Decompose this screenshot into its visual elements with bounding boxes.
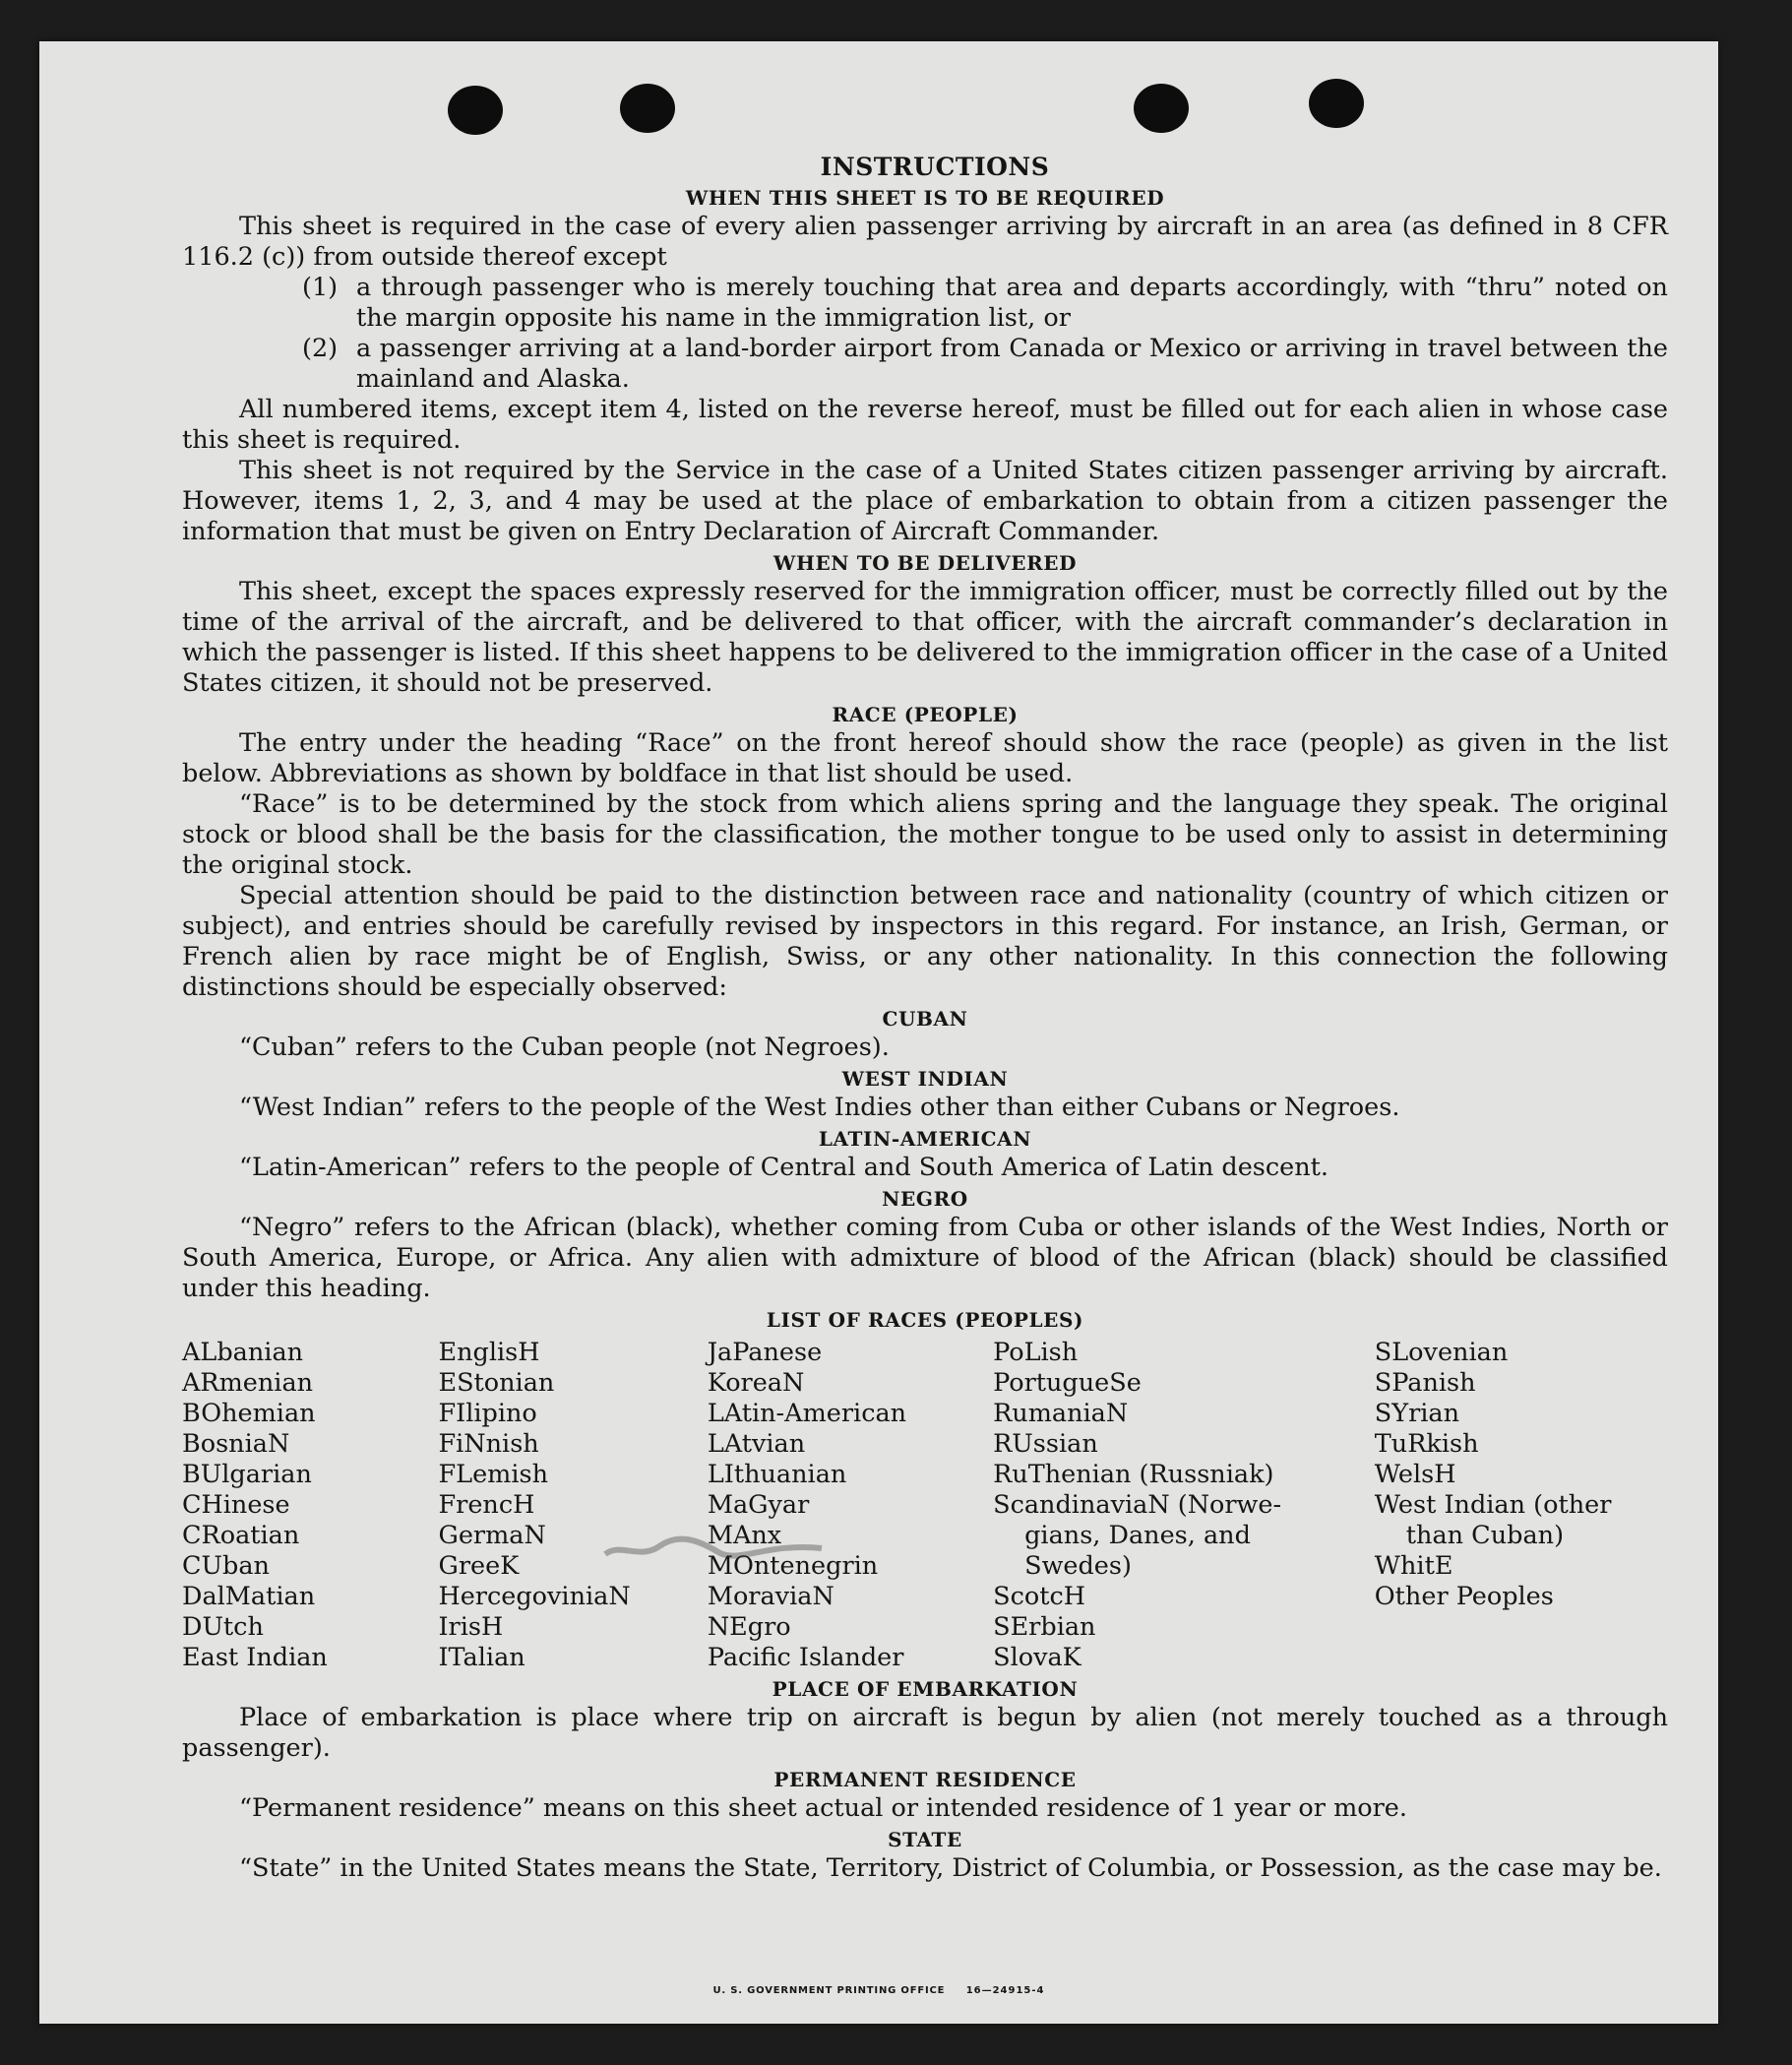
race-entry: FIlipino [438, 1399, 537, 1428]
race-entry: LAtin-American [707, 1399, 907, 1428]
race-entry: than Cuban) [1405, 1521, 1565, 1550]
race-entry: MOntenegrin [707, 1551, 879, 1581]
exception-text: a passenger arriving at a land-border airport from Canada or Mexico or arriving in travel between the mainland and Alaska. [356, 334, 1668, 394]
race-entry: PoLish [993, 1338, 1079, 1367]
heading-negro: NEGRO [882, 1187, 968, 1211]
race-entry: LIthuanian [707, 1460, 847, 1489]
ink-smudge [600, 1533, 827, 1562]
exception-item [302, 273, 1668, 334]
races-column [993, 1338, 1375, 1673]
exception-number: (2) [302, 334, 339, 363]
negro-text: “Negro” refers to the African (black), whether coming from Cuba or other islands of the West Indies, North or South America, Europe, or Africa. Any alien with admixture of blood of the African (black) should be classified under this heading. [182, 1213, 1668, 1303]
race-entry: Pacific Islander [707, 1643, 904, 1672]
heading-cuban: CUBAN [882, 1007, 968, 1031]
west-indian-text: “West Indian” refers to the people of the West Indies other than either Cubans or Negroes. [239, 1093, 1400, 1122]
page-title: INSTRUCTIONS [820, 153, 1050, 181]
race-entry: IrisH [438, 1612, 504, 1642]
heading-delivered: WHEN TO BE DELIVERED [772, 551, 1078, 575]
race-entry: gians, Danes, and [1024, 1521, 1251, 1550]
delivered-text: This sheet, except the spaces expressly reserved for the immigration officer, must be correctly filled out by the time of the arrival of the aircraft, and be delivered to that officer, with the aircraft commander’s declaration in which the passenger is listed. If this sheet happens to be delivered to the immigration officer in the case of a United States citizen, it should not be preserved. [182, 577, 1668, 698]
punch-hole [1309, 79, 1364, 128]
punch-hole [620, 84, 675, 133]
heading-required: WHEN THIS SHEET IS TO BE REQUIRED [685, 186, 1165, 210]
race-entry: ITalian [438, 1643, 525, 1672]
race-entry: Other Peoples [1374, 1582, 1554, 1611]
form-code: 16—24915-4 [965, 1985, 1045, 1996]
race-entry: CUban [182, 1551, 270, 1581]
heading-latin-american: LATIN-AMERICAN [818, 1127, 1032, 1151]
race-entry: SlovaK [993, 1643, 1081, 1672]
race-entry: FiNnish [438, 1429, 539, 1459]
heading-races-list: LIST OF RACES (PEOPLES) [766, 1308, 1084, 1332]
required-intro: This sheet is required in the case of every alien passenger arriving by aircraft in an area (as defined in 8 CFR 116.2 (c)) from outside thereof except [182, 212, 1668, 272]
race-entry: JaPanese [707, 1338, 823, 1367]
embarkation-text: Place of embarkation is place where trip on aircraft is begun by alien (not merely touched as a through passenger). [182, 1703, 1668, 1763]
race-entry: TuRkish [1374, 1429, 1479, 1459]
race-entry: BOhemian [182, 1399, 316, 1428]
race-entry: LAtvian [707, 1429, 806, 1459]
race-entry: MaGyar [707, 1490, 810, 1520]
race-entry: ALbanian [182, 1338, 304, 1367]
race-entry: BosniaN [182, 1429, 290, 1459]
race-para-1: The entry under the heading “Race” on the front hereof should show the race (people) as given in the list below. Abbreviations as shown by boldface in that list should be used. [182, 728, 1668, 788]
race-entry: GermaN [438, 1521, 546, 1550]
race-entry: ScotcH [993, 1582, 1085, 1611]
required-para-citizen: This sheet is not required by the Service in the case of a United States citizen passenger arriving by aircraft. However, items 1, 2, 3, and 4 may be used at the place of embarkation to obtain from a citizen passenger the information that must be given on Entry Declaration of Aircraft Commander. [182, 456, 1668, 546]
instructions-body [182, 152, 1668, 1884]
race-entry: HercegoviniaN [438, 1582, 631, 1611]
race-entry: EStonian [438, 1368, 555, 1398]
race-entry: FrencH [438, 1490, 535, 1520]
race-entry: SErbian [993, 1612, 1096, 1642]
race-entry: SLovenian [1374, 1338, 1509, 1367]
punch-hole [1134, 84, 1189, 133]
race-entry: SPanish [1374, 1368, 1476, 1398]
races-table [182, 1338, 1668, 1673]
exception-text: a through passenger who is merely touching that area and departs accordingly, with “thru” noted on the margin opposite his name in the immigration list, or [356, 273, 1668, 333]
cuban-text: “Cuban” refers to the Cuban people (not Negroes). [239, 1032, 890, 1062]
race-entry: RuThenian (Russniak) [993, 1460, 1274, 1489]
race-entry: West Indian (other [1374, 1490, 1612, 1520]
printing-office-footer [39, 1985, 1718, 1996]
race-entry: MAnx [707, 1521, 782, 1550]
race-entry: East Indian [182, 1643, 328, 1672]
race-entry: BUlgarian [182, 1460, 312, 1489]
heading-race: RACE (PEOPLE) [832, 703, 1019, 726]
race-entry: SYrian [1374, 1399, 1460, 1428]
races-column [438, 1338, 707, 1673]
race-entry: NEgro [707, 1612, 791, 1642]
races-column [1375, 1338, 1668, 1673]
race-entry: ScandinaviaN (Norwe- [993, 1490, 1282, 1520]
race-entry: Swedes) [1024, 1551, 1132, 1581]
races-column [708, 1338, 993, 1673]
race-entry: WelsH [1374, 1460, 1456, 1489]
race-entry: DalMatian [182, 1582, 316, 1611]
race-entry: FLemish [438, 1460, 549, 1489]
race-entry: DUtch [182, 1612, 264, 1642]
heading-west-indian: WEST INDIAN [841, 1067, 1009, 1091]
race-para-3: Special attention should be paid to the distinction between race and nationality (country of which citizen or subject), and entries should be carefully revised by inspectors in this regard. For instance, an Irish, German, or French alien by race might be of English, Swiss, or any other nationality. In this connection the following distinctions should be especially observed: [182, 881, 1668, 1002]
exception-number: (1) [302, 273, 339, 302]
printing-office: U. S. GOVERNMENT PRINTING OFFICE [712, 1985, 946, 1996]
race-entry: PortugueSe [993, 1368, 1142, 1398]
race-entry: EnglisH [438, 1338, 540, 1367]
race-para-2: “Race” is to be determined by the stock from which aliens spring and the language they speak. The original stock or blood shall be the basis for the classification, the mother tongue to be used only to assist in determining the original stock. [182, 789, 1668, 880]
race-entry: WhitE [1374, 1551, 1453, 1581]
race-entry: ARmenian [182, 1368, 314, 1398]
races-column [182, 1338, 438, 1673]
punch-hole [448, 86, 503, 135]
race-entry: GreeK [438, 1551, 520, 1581]
required-para-items: All numbered items, except item 4, listed on the reverse hereof, must be filled out for each alien in whose case this sheet is required. [182, 395, 1668, 455]
race-entry: KoreaN [707, 1368, 805, 1398]
heading-state: STATE [888, 1828, 962, 1851]
race-entry: RUssian [993, 1429, 1098, 1459]
race-entry: RumaniaN [993, 1399, 1129, 1428]
race-entry: CRoatian [182, 1521, 300, 1550]
heading-embarkation: PLACE OF EMBARKATION [772, 1677, 1079, 1701]
race-entry: MoraviaN [707, 1582, 834, 1611]
latin-american-text: “Latin-American” refers to the people of Central and South America of Latin descent. [239, 1153, 1329, 1182]
document-sheet [39, 41, 1718, 2024]
state-text: “State” in the United States means the State, Territory, District of Columbia, or Possession, as the case may be. [239, 1853, 1662, 1883]
race-entry: CHinese [182, 1490, 290, 1520]
residence-text: “Permanent residence” means on this sheet actual or intended residence of 1 year or more. [239, 1793, 1407, 1823]
exception-item [302, 334, 1668, 395]
heading-residence: PERMANENT RESIDENCE [773, 1768, 1077, 1791]
